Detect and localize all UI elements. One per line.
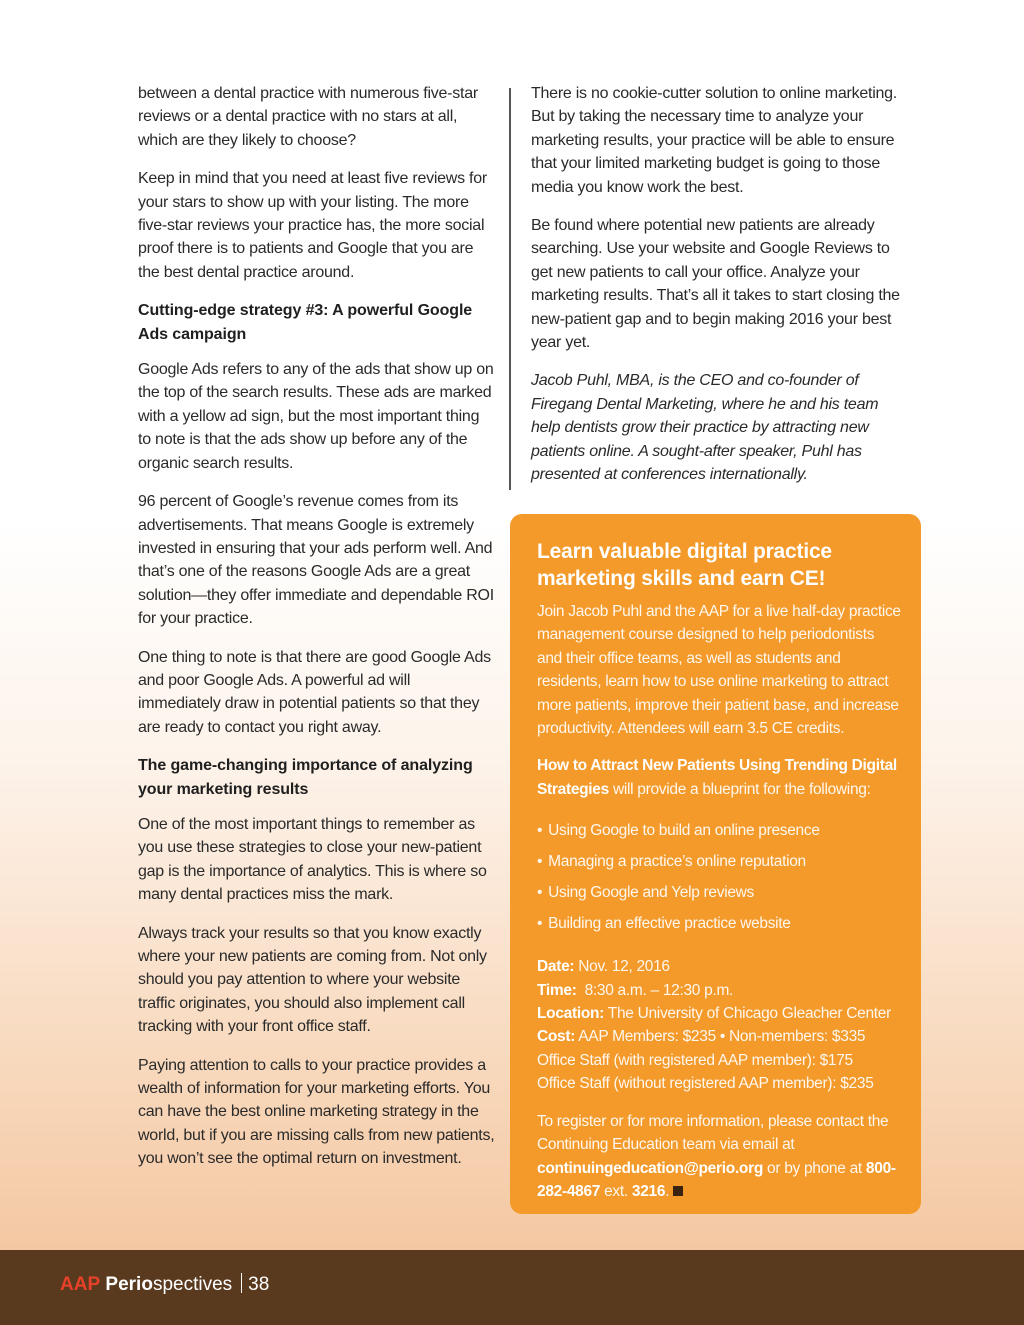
left-column bbox=[138, 82, 496, 1186]
ce-cost: Cost: AAP Members: $235 • Non-members: $335 bbox=[537, 1028, 866, 1046]
body-paragraph: 96 percent of Google’s revenue comes from its advertisements. That means Google is extremely invested in ensuring that your ads perform well. And that’s one of the reasons Google Ads are a great solution—they offer immediate and dependable ROI for your practice. bbox=[138, 493, 494, 628]
footer-separator bbox=[241, 1273, 242, 1293]
end-mark-icon bbox=[673, 1186, 683, 1196]
body-paragraph: between a dental practice with numerous five-star reviews or a dental practice with no stars at all, which are they likely to choose? bbox=[138, 85, 478, 149]
body-paragraph: Be found where potential new patients are already searching. Use your website and Google Reviews to get new patients to call your office. Analyze your marketing results. That’s all it takes to start closing the new-patient gap and to begin making 2016 your best year yet. bbox=[531, 217, 900, 352]
right-column bbox=[531, 82, 911, 502]
body-paragraph: Keep in mind that you need at least five reviews for your stars to show up with your listing. The more five-star reviews your practice has, the more social proof there is to patients and Google that you are the best dental practice around. bbox=[138, 170, 487, 281]
body-paragraph: One thing to note is that there are good Google Ads and poor Google Ads. A powerful ad will immediately draw in potential patients so that they are ready to contact you right away. bbox=[138, 648, 491, 736]
section-heading-analytics: The game-changing importance of analyzing your marketing results bbox=[138, 757, 473, 798]
ce-time: Time: 8:30 a.m. – 12:30 p.m. bbox=[537, 981, 734, 999]
body-paragraph: Paying attention to calls to your practice provides a wealth of information for your marketing efforts. You can have the best online marketing strategy in the world, but if you are missing calls from new patients, you won’t see the optimal return on investment. bbox=[138, 1056, 495, 1168]
ce-date: Date: Nov. 12, 2016 bbox=[537, 958, 670, 976]
bullet-icon: • bbox=[537, 915, 543, 933]
body-paragraph: Always track your results so that you know exactly where your new patients are coming from. Not only should you pay attention to where your website traffic originates, you should also implement call tracking with your front office staff. bbox=[138, 924, 487, 1036]
ce-course-title: How to Attract New Patients Using Trending Digital Strategies bbox=[537, 757, 897, 798]
body-paragraph: Google Ads refers to any of the ads that show up on the top of the search results. These ads are marked with a yellow ad sign, but the most important thing to note is that the ads show up before any of the organic search results. bbox=[138, 361, 494, 472]
ce-cost-staff-without: Office Staff (without registered AAP member): $235 bbox=[537, 1075, 874, 1093]
list-item: • Managing a practice’s online reputation bbox=[537, 853, 806, 871]
bullet-icon: • bbox=[537, 822, 543, 840]
ce-course-sidebar bbox=[510, 514, 921, 1214]
ce-course-description bbox=[537, 754, 903, 801]
list-item: • Using Google and Yelp reviews bbox=[537, 884, 754, 902]
bullet-icon: • bbox=[537, 884, 543, 902]
brand-perio: Perio bbox=[105, 1274, 153, 1295]
ce-event-details bbox=[537, 955, 903, 1095]
ce-intro: Join Jacob Puhl and the AAP for a live half-day practice management course designed to help periodontists and their office teams, as well as students and residents, learn how to use online marketing to attract more patients, improve their patient base, and increase productivity. Attendees will earn 3.5 CE credits. bbox=[537, 603, 901, 738]
column-divider bbox=[509, 88, 511, 490]
ce-course-tail: will provide a blueprint for the following: bbox=[608, 780, 871, 798]
ce-box-title: Learn valuable digital practice marketing skills and earn CE! bbox=[537, 540, 832, 590]
footer-brand bbox=[60, 1272, 269, 1298]
ce-location: Location: The University of Chicago Gleacher Center bbox=[537, 1005, 891, 1023]
section-heading-google-ads: Cutting-edge strategy #3: A powerful Google Ads campaign bbox=[138, 302, 473, 343]
bullet-icon: • bbox=[537, 853, 543, 871]
brand-spectives: spectives bbox=[152, 1274, 233, 1295]
author-bio: Jacob Puhl, MBA, is the CEO and co-founder of Firegang Dental Marketing, where he and his team help dentists grow their practice by attracting new patients online. A sought-after speaker, Puhl has presented at conferences internationally. bbox=[531, 372, 879, 484]
ce-phone-number[interactable]: 800-282-4867 bbox=[537, 1159, 896, 1200]
ce-cost-staff-with: Office Staff (with registered AAP member): $175 bbox=[537, 1051, 853, 1069]
ce-registration-info: To register or for more information, please contact the Continuing Education team via email at continuingeducation@perio.org or by phone at 800-282-4867 ext. 3216. bbox=[537, 1112, 896, 1200]
ce-email-link[interactable]: continuingeducation@perio.org bbox=[537, 1159, 763, 1177]
body-paragraph: One of the most important things to remember as you use these strategies to close your new-patient gap is the importance of analytics. This is where so many dental practices miss the mark. bbox=[138, 815, 487, 904]
list-item: • Using Google to build an online presence bbox=[537, 822, 820, 840]
ce-topic-list bbox=[537, 815, 903, 939]
list-item: • Building an effective practice website bbox=[537, 915, 791, 933]
page-footer bbox=[0, 1250, 1024, 1325]
ce-phone-extension: 3216 bbox=[631, 1182, 666, 1200]
body-paragraph: There is no cookie-cutter solution to online marketing. But by taking the necessary time to analyze your marketing results, your practice will be able to ensure that your limited marketing budget is going to those media you know work the best. bbox=[531, 85, 897, 196]
page-number: 38 bbox=[248, 1274, 270, 1295]
brand-aap: AAP bbox=[60, 1274, 101, 1295]
